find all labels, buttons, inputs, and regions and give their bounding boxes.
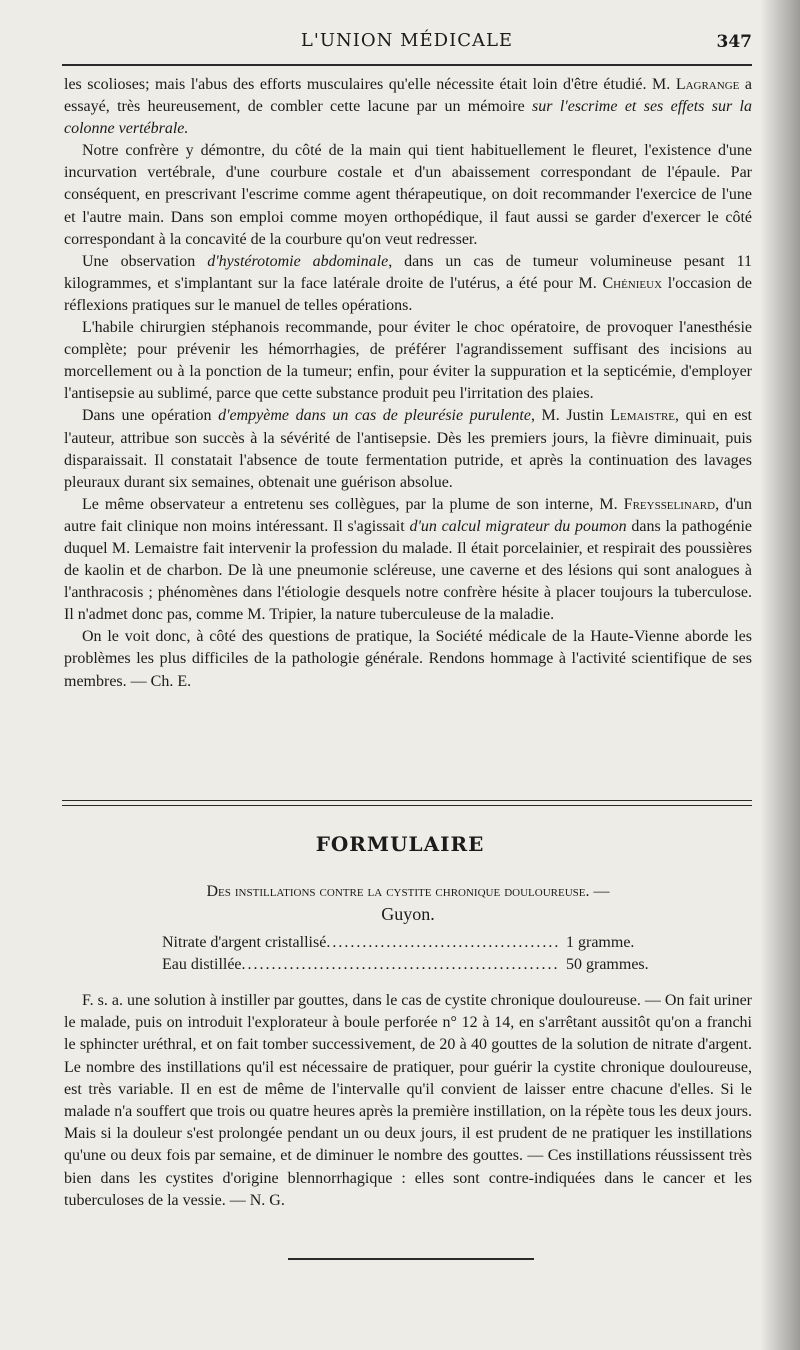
page-edge-shadow (760, 0, 800, 1350)
recipe-instructions (64, 990, 752, 1212)
leader-dots (326, 932, 560, 954)
ingredient-quantity: 1 gramme. (566, 934, 635, 951)
ingredient-row (162, 932, 662, 954)
leader-dots (242, 954, 560, 976)
work-title: sur l'escrime et ses effets sur la colonne vertébrale. (64, 98, 753, 138)
section-divider (62, 800, 752, 806)
journal-title: L'UNION MÉDICALE (300, 30, 514, 51)
paragraph-1: les scolioses; mais l'abus des efforts musculaires qu'elle nécessite était loin d'être étudié. M. Lagrange a essayé, très heureusement, de combler cette lacune par un mémoire sur l'escrime et ses effets sur la colonne vertébrale. (64, 76, 753, 138)
paragraph-3: Une observation d'hystérotomie abdominale, dans un cas de tumeur volumineuse pesant 11 kilogrammes, et s'implantant sur la face latérale droite de l'utérus, a été pour M. Chénieux l'occasion de réflexions pratiques sur le manuel de telles opérations. (64, 252, 752, 314)
article-body (64, 74, 752, 693)
paragraph-5: Dans une opération d'empyème dans un cas de pleurésie purulente, M. Justin Lemaistre, qui en est l'auteur, attribue son succès à la sévérité de l'antisepsie. Dès les premiers jours, la fièvre diminuait, puis disparaissait. Il constatait l'absence de toute fermentation putride, et après la continuation des lavages pleuraux durant six semaines, obtenait une guérison absolue. (64, 407, 753, 491)
ingredient-name: Nitrate d'argent cristallisé (162, 934, 327, 951)
paragraph-4: L'habile chirurgien stéphanois recommande, pour éviter le choc opératoire, de provoquer l'anesthésie complète; pour prévenir les hémorrhagies, de préférer l'agrandissement suffisant des incisions au morcellement ou à la ponction de la tumeur; enfin, pour éviter la suppuration et la septicémie, d'employer l'antisepsie au sublimé, parce que cette substance produit peu l'irritation des plaies. (64, 319, 752, 403)
paragraph-2: Notre confrère y démontre, du côté de la main qui tient habituellement le fleuret, l'existence d'une incurvation vertébrale, d'une courbure costale et d'un abaissement correspondant de l'épaule. Par conséquent, en prescrivant l'escrime comme agent thérapeutique, on doit recommander l'exercice de l'une et l'autre main. Dans son emploi comme moyen orthopédique, il faut aussi se garder d'exercer le côté correspondant à la concavité de la courbure qu'on veut redresser. (64, 142, 752, 248)
ingredient-name: Eau distillée (162, 956, 242, 973)
closing-rule (288, 1258, 534, 1260)
work-title: d'un calcul migrateur du poumon (409, 517, 627, 535)
ingredient-quantity: 50 grammes. (566, 956, 649, 973)
work-title: d'empyème dans un cas de pleurésie purulente (218, 407, 531, 425)
page-number: 347 (716, 32, 752, 52)
author-name: Freysselinard (623, 495, 716, 513)
ingredient-row (162, 954, 662, 976)
instructions-paragraph: F. s. a. une solution à instiller par gouttes, dans le cas de cystite chronique douloureuse. — On fait uriner le malade, puis on introduit l'explorateur à boule perforée n° 12 à 14, en s'arrêtant aussitôt qu'on a franchi le sphincter uréthral, et on fait tomber successivement, de 20 à 40 gouttes de la solution de nitrate d'argent. Le nombre des instillations qu'il est nécessaire de pratiquer, pour guérir la cystite chronique douloureuse, est très variable. Il en est de même de l'intervalle qu'il convient de laisser entre chacune d'elles. Si le malade n'a souffert que trois ou quatre heures après la première instillation, on la répète tous les deux jours. Mais si la douleur s'est prolongée pendant un ou deux jours, il est prudent de ne pratiquer les instillations qu'une ou deux fois par semaine, et de diminuer le nombre des gouttes. — Ces instillations réussissent très bien dans les cystites d'origine blennorrhagique : elles sont contre-indiquées dans le cancer et les tuberculoses de la vessie. — N. G. (64, 992, 752, 1209)
author-name: Lagrange (675, 76, 740, 93)
work-title: d'hystérotomie abdominale (207, 252, 389, 270)
author-name: Lemaistre (610, 407, 676, 425)
section-title: FORMULAIRE (315, 832, 485, 856)
header-rule (62, 64, 752, 66)
recipe-ingredients (162, 932, 662, 976)
paragraph-6: Le même observateur a entretenu ses collègues, par la plume de son interne, M. Freysselinard, d'un autre fait clinique non moins intéressant. Il s'agissait d'un calcul migrateur du poumon dans la pathogénie duquel M. Lemaistre fait intervenir la profession du malade. Il était porcelainier, et respirait des poussières de kaolin et de charbon. De là une pneumonie scléreuse, une caverne et des lésions qui sont analogues à l'anthracosis ; phénomènes dans l'étiologie desquels notre confrère hésite à placer toujours la tuberculose. Il n'admet donc pas, comme M. Tripier, la nature tuberculeuse de la maladie. (64, 495, 752, 624)
paragraph-7: On le voit donc, à côté des questions de pratique, la Société médicale de la Haute-Vienne aborde les problèmes les plus difficiles de la pathologie générale. Rendons hommage à l'activité scientifique de ses membres. — Ch. E. (64, 628, 752, 690)
recipe-subtitle: Des instillations contre la cystite chronique douloureuse. — (206, 883, 610, 900)
recipe-author: Guyon. (381, 904, 435, 924)
running-header (62, 30, 752, 58)
author-name: Chénieux (602, 274, 663, 292)
